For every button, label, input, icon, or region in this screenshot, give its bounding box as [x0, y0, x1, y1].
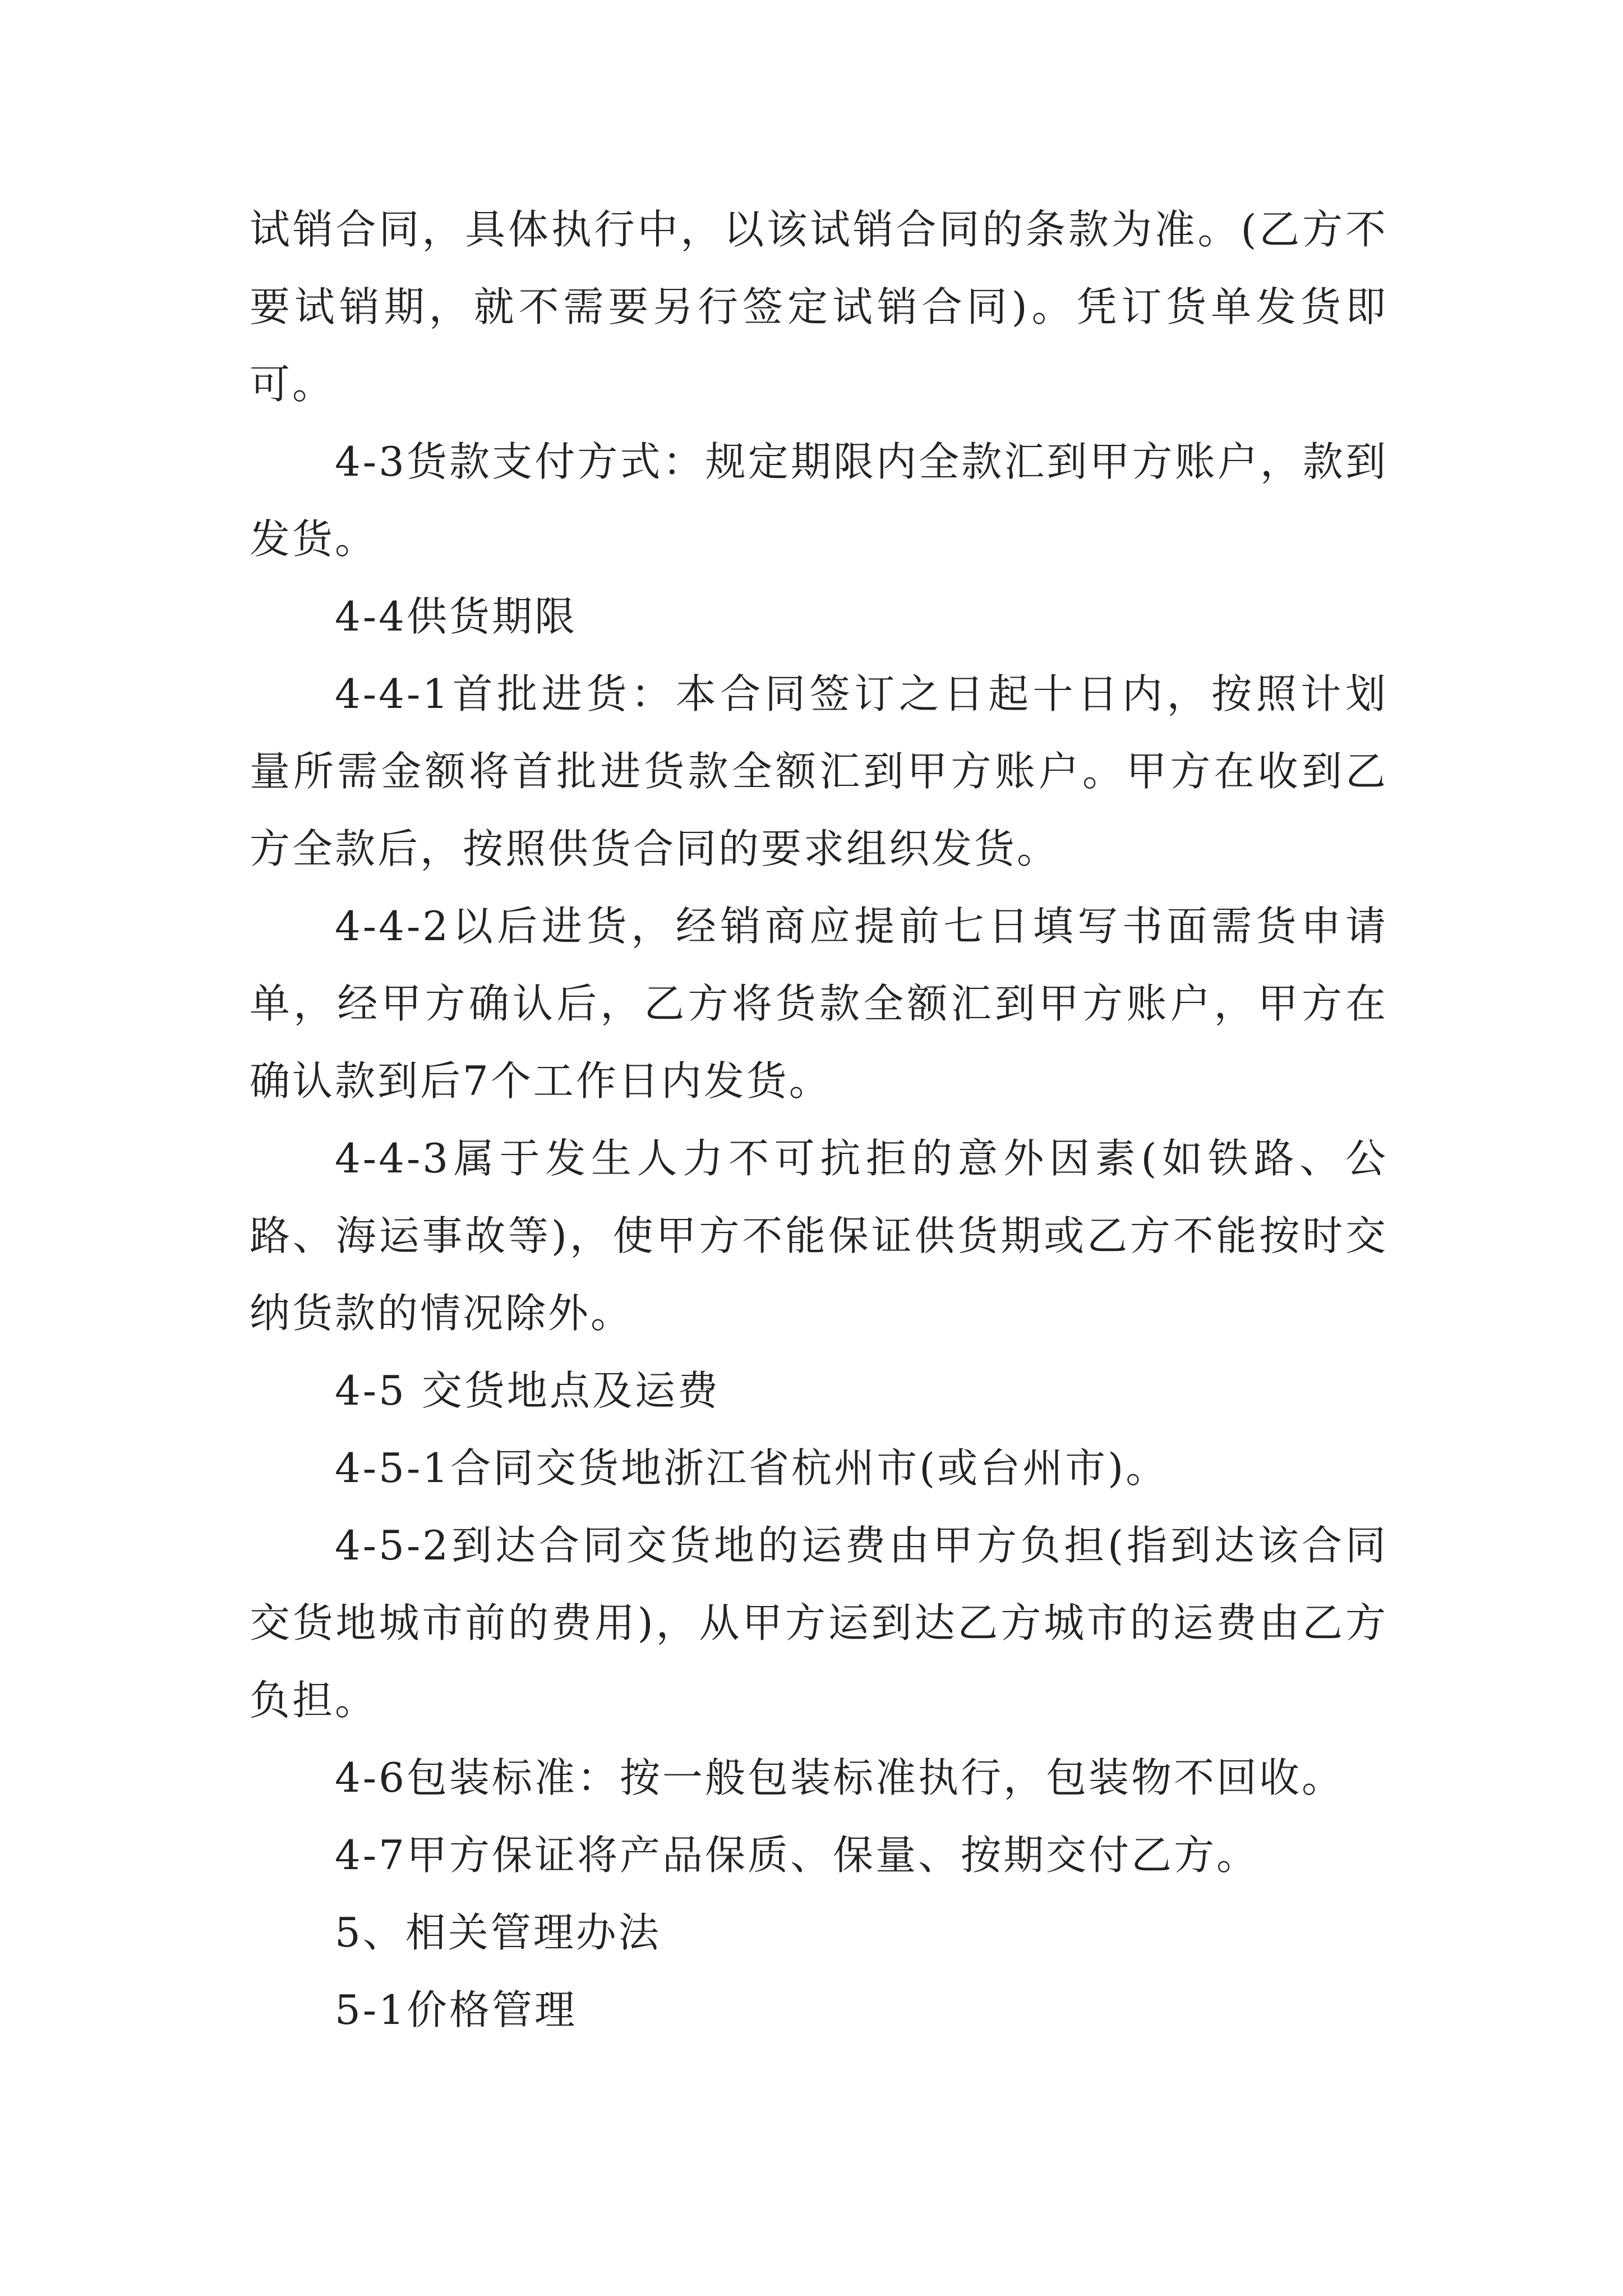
paragraph-4-4-supply-period: 4-4供货期限 — [335, 593, 577, 640]
paragraph-4-5-delivery: 4-5 交货地点及运费 — [335, 1367, 720, 1414]
paragraph-4-4-2-later-orders: 4-4-2以后进货，经销商应提前七日填写书面需货申请单，经甲方确认后，乙方将货款全额汇到甲方账户，甲方在确认款到后7个工作日内发货。 — [250, 903, 1388, 1105]
paragraph-5-management: 5、相关管理办法 — [335, 1909, 661, 1956]
paragraph-4-4-3-force-majeure: 4-4-3属于发生人力不可抗拒的意外因素(如铁路、公路、海运事故等)，使甲方不能保证供货期或乙方不能按时交纳货款的情况除外。 — [250, 1135, 1388, 1337]
paragraph-trial-contract: 试销合同，具体执行中，以该试销合同的条款为准。(乙方不要试销期，就不需要另行签定试销合同)。凭订货单发货即可。 — [250, 206, 1388, 408]
paragraph-4-4-1-first-order: 4-4-1首批进货：本合同签订之日起十日内，按照计划量所需金额将首批进货款全额汇到甲方账户。甲方在收到乙方全款后，按照供货合同的要求组织发货。 — [250, 670, 1388, 872]
paragraph-4-6-packaging: 4-6包装标准：按一般包装标准执行，包装物不回收。 — [335, 1754, 1344, 1801]
paragraph-5-1-price: 5-1价格管理 — [335, 1986, 577, 2033]
paragraph-4-7-guarantee: 4-7甲方保证将产品保质、保量、按期交付乙方。 — [335, 1832, 1259, 1879]
paragraph-4-3-payment: 4-3货款支付方式：规定期限内全款汇到甲方账户，款到发货。 — [250, 438, 1388, 563]
paragraph-4-5-1-delivery-place: 4-5-1合同交货地浙江省杭州市(或台州市)。 — [335, 1444, 1169, 1492]
document-body — [250, 191, 1388, 2049]
paragraph-4-5-2-freight: 4-5-2到达合同交货地的运费由甲方负担(指到达该合同交货地城市前的费用)，从甲方运到达乙方城市的运费由乙方负担。 — [250, 1522, 1388, 1724]
